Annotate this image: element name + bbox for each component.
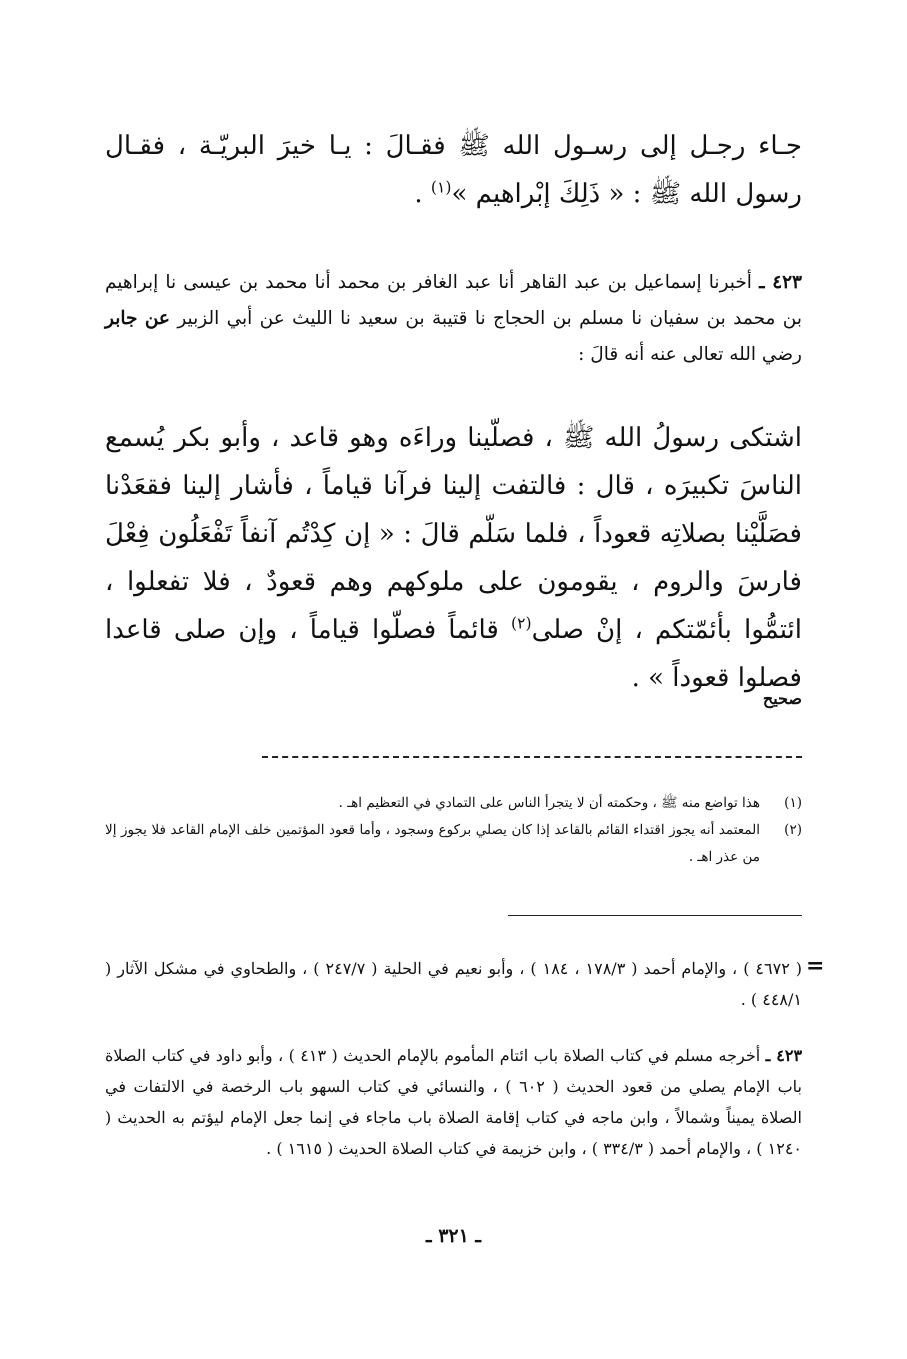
hadith-423-text-start: اشتكى رسولُ الله ﷺ ، فصلّينا وراءَه وهو قاعد ، وأبو بكر يُسمع الناسَ تكبيرَه ، قال : فالتفت إلينا فرآنا قياماً ، فأشار إلينا فقعَدْنا فصَلَّيْنا بصلاتِه قعوداً ، فلما سَلّم قالَ : « إن كِدْتُم آنفاً تَفْعَلُون فِعْلَ فارسَ والروم ، يقومون على ملوكهم وهم قعودٌ ، فلا تفعلوا ، ائتمُّوا بأئمّتكم ، إنْ صلى bbox=[105, 423, 802, 645]
narrator-jabir: جابر bbox=[105, 308, 138, 329]
footnote-number: (١) bbox=[784, 795, 802, 811]
footnotes bbox=[105, 790, 802, 871]
takhrij-number: ٤٢٣ ـ bbox=[765, 1046, 803, 1065]
continuation-mark: = bbox=[806, 953, 825, 979]
grading-verdict: صحيح bbox=[762, 689, 802, 708]
takhrij-text: أخرجه مسلم في كتاب الصلاة باب ائتام المأموم بالإمام الحديث ( ٤١٣ ) ، وأبو داود في كتاب الصلاة باب الإمام يصلي من قعود الحديث ( ٦٠٢ ) ، والنسائي في كتاب السهو باب الرخصة في الالتفات في الصلاة يميناً وشمالاً ، وابن ماجه في كتاب إقامة الصلاة باب ماجاء في إنما جعل الإمام ليؤتم به الحديث ( ١٢٤٠ ) ، والإمام أحمد ( ٣٣٤/٣ ) ، وابن خزيمة في كتاب الصلاة الحديث ( ١٦١٥ ) . bbox=[105, 1046, 802, 1158]
takhrij-continuation bbox=[105, 953, 802, 1015]
footnote-number: (٢) bbox=[784, 822, 802, 838]
footnote-separator bbox=[262, 756, 802, 758]
hadith-423-isnad bbox=[105, 265, 802, 373]
footnote-ref-1[interactable]: (١) bbox=[430, 178, 452, 197]
footnote-2 bbox=[105, 817, 802, 871]
takhrij-continuation-text: ( ٤٦٧٢ ) ، والإمام أحمد ( ١٧٨/٣ ، ١٨٤ ) ، وأبو نعيم في الحلية ( ٢٤٧/٧ ) ، والطحاوي في مشكل الآثار ( ٤٤٨/١ ) . bbox=[105, 959, 803, 1009]
isnad-end: رضي الله تعالى عنه أنه قالَ : bbox=[578, 344, 802, 365]
hadith-number: ٤٢٣ ـ bbox=[759, 272, 802, 293]
page-number: ـ ٣٢١ ـ bbox=[426, 1225, 481, 1247]
hadith-422-end bbox=[105, 122, 802, 218]
hadith-423-text bbox=[105, 414, 802, 702]
isnad-chain: أخبرنا إسماعيل بن عبد القاهر أنا عبد الغافر بن محمد أنا محمد بن عيسى نا إبراهيم بن محمد بن سفيان نا مسلم بن الحجاج نا قتيبة بن سعيد نا الليث عن أبي الزبير bbox=[105, 272, 803, 329]
footnote-text: المعتمد أنه يجوز اقتداء القائم بالقاعد إذا كان يصلي بركوع وسجود ، وأما قعود المؤتمين خلف الإمام القاعد فلا يجوز إلا من عذر اهـ . bbox=[105, 822, 760, 865]
hadith-422-end-mark: . bbox=[414, 179, 431, 209]
footnote-1 bbox=[105, 790, 802, 817]
hadith-423-text-end: قائماً فصلّوا قياماً ، وإن صلى قاعدا فصلوا قعوداً » . bbox=[105, 615, 802, 693]
takhrij-separator bbox=[508, 915, 802, 916]
footnote-ref-2[interactable]: (٢) bbox=[510, 614, 532, 633]
isnad-an: عن bbox=[144, 308, 170, 329]
hadith-422-text: جـاء رجـل إلى رسـول الله ﷺ فقـالَ : يـا خيرَ البريّـة ، فقـال رسول الله ﷺ : « ذَلِكَ إبْراهيم » bbox=[105, 131, 802, 209]
footnote-text: هذا تواضع منه ﷺ ، وحكمته أن لا يتجرأ الناس على التمادي في التعظيم اهـ . bbox=[338, 795, 760, 811]
takhrij-423 bbox=[105, 1040, 802, 1164]
